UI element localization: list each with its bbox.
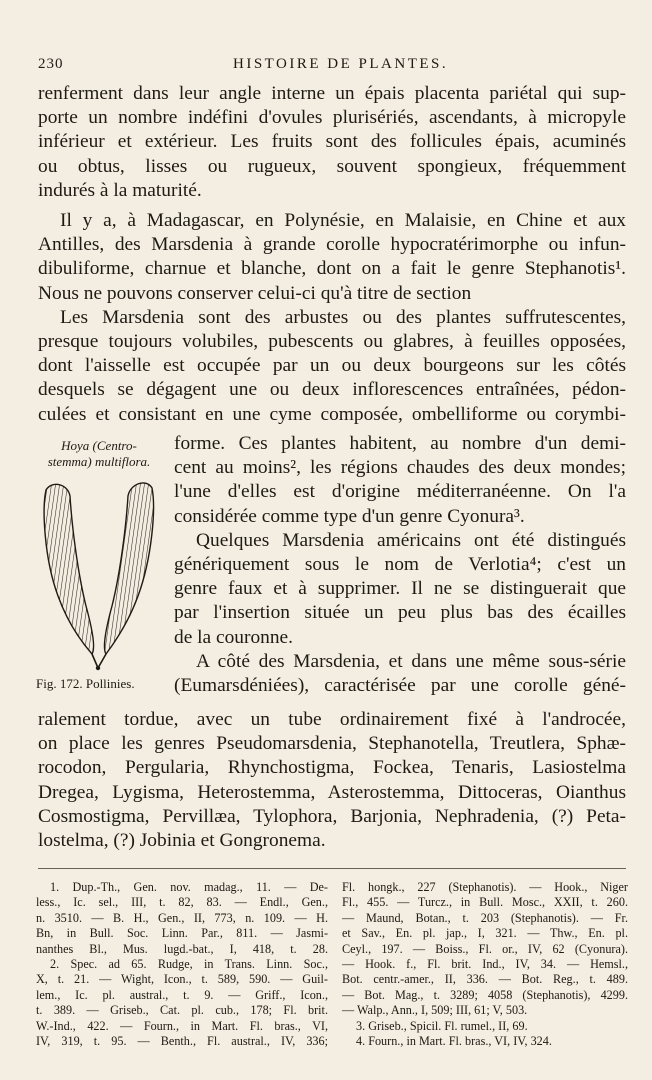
footnote-line: et Sav., En. pl. jap., I, 321. — Thw., En. pl. [342, 926, 628, 941]
text-line: ou obtus, lisses ou rugueux, souvent spongieux, fréquemment [38, 155, 626, 177]
retinaculum [92, 654, 106, 668]
text-line: desquels se dégagent une ou deux inflorescences entraînées, pédon- [38, 379, 626, 401]
running-title: HISTOIRE DE PLANTES. [233, 56, 449, 72]
paragraph-3 [38, 306, 626, 427]
footnote-line: 3. Griseb., Spicil. Fl. rumel., II, 69. [356, 1018, 528, 1033]
footnote-line: IV, 319, t. 95. — Benth., Fl. austral., IV, 336; [36, 1034, 328, 1049]
text-line: Quelques Marsdenia américains ont été distingués [196, 529, 626, 551]
page-number: 230 [38, 56, 64, 72]
footnote-line: Fl. hongk., 227 (Stephanotis). — Hook., Niger [342, 880, 628, 894]
figure-caption: Fig. 172. Pollinies. [36, 676, 135, 691]
footnote-line: X, t. 21. — Wight, Icon., t. 589, 590. — Guil- [36, 972, 328, 987]
footnote-line: less., Ic. sel., III, t. 82, 83. — Endl., Gen., [36, 895, 328, 910]
footnote-line: — Bot. Mag., t. 3289; 4058 (Stephanotis), 4299. [342, 987, 628, 1002]
text-line: de la couronne. [174, 626, 293, 648]
text-line: cent au moins², les régions chaudes des deux mondes; [174, 457, 626, 479]
text-line: Dregea, Lygisma, Heterostemma, Asterostemma, Dittoceras, Oianthus [38, 781, 626, 803]
footnotes-left-column [36, 880, 328, 1049]
text-line: Cosmostigma, Pervillæa, Tylophora, Barjonia, Nephradenia, (?) Peta- [38, 805, 626, 827]
text-line: porte un nombre indéfini d'ovules plurisériés, ascendants, à micropyle [38, 107, 626, 129]
right-pollinium [104, 483, 153, 654]
text-line: ralement tordue, avec un tube ordinairement fixé à l'androcée, [38, 709, 626, 730]
paragraph-5 [174, 650, 626, 698]
footnote-line: 2. Spec. ad 65. Rudge, in Trans. Linn. Soc., [50, 957, 328, 972]
text-line: culées et consistant en une cyme composée, ombelliforme ou corymbi- [38, 403, 626, 425]
text-line: l'une d'elles est d'origine méditerranéenne. On l'a [174, 481, 626, 503]
text-line: A côté des Marsdenia, et dans une même sous-série [196, 650, 626, 672]
pollinia-illustration [40, 478, 158, 673]
footnote-divider [38, 868, 626, 869]
main-text-bottom [38, 708, 626, 853]
text-line: considérée comme type d'un genre Cyonura³. [174, 505, 525, 527]
paragraph-4 [174, 529, 626, 650]
text-line: Les Marsdenia sont des arbustes ou des plantes suffrutescentes, [60, 306, 626, 328]
footnote-line: — Hook. f., Fl. brit. Ind., IV, 34. — Hemsl., [342, 957, 628, 972]
left-pollinium [44, 484, 93, 654]
footnote-line: t. 389. — Griseb., Cat. pl. cub., 178; Fl. brit. [36, 1003, 328, 1018]
footnote-line: — Maund, Botan., t. 203 (Stephanotis). — Fr. [342, 910, 628, 925]
text-line: Il y a, à Madagascar, en Polynésie, en Malaisie, en Chine et aux [60, 210, 626, 232]
paragraph-3-continued [174, 432, 626, 529]
text-line: rocodon, Pergularia, Rhynchostigma, Fockea, Tenaris, Lasiostelma [38, 757, 626, 779]
text-line: inférieur et extérieur. Les fruits sont des follicules épais, acuminés [38, 131, 626, 153]
caption-line: Hoya (Centro- [61, 438, 137, 453]
text-line: lostelma, (?) Jobinia et Gongronema. [38, 830, 326, 852]
footnote-line: nanthes Bl., Mus. lugd.-bat., I, 418, t. 28. [36, 941, 328, 956]
footnote-line: Bot. centr.-amer., II, 336. — Bot. Reg., t. 489. [342, 972, 628, 987]
text-line: indurés à la maturité. [38, 179, 202, 201]
footnote-line: Bn, in Bull. Soc. Linn. Par., 811. — Jasmi- [36, 926, 328, 941]
text-line: par l'insertion située un peu plus bas des écailles [174, 602, 626, 624]
text-line: forme. Ces plantes habitent, au nombre d'un demi- [174, 433, 626, 454]
pollinia-figure [40, 478, 158, 673]
footnote-line: Fl., 455. — Turcz., in Bull. Mosc., XXII, t. 260. [342, 895, 628, 910]
text-line: génériquement sous le nom de Verlotia⁴; c'est un [174, 554, 626, 576]
footnotes-right-column [342, 880, 628, 1049]
main-text-top [38, 82, 626, 427]
paragraph-1 [38, 82, 626, 203]
main-text-wrapped [174, 432, 626, 698]
footnote-line: lem., Ic. pl. austral., t. 9. — Griff., Icon., [36, 987, 328, 1002]
text-line: dont l'aisselle est occupée par un ou deux bourgeons sur les côtés [38, 355, 626, 377]
text-line: presque toujours volubiles, pubescents ou glabres, à feuilles opposées, [38, 331, 626, 353]
text-line: genre faux et à supprimer. Il ne se distinguerait que [174, 578, 626, 600]
footnote-line: Ceyl., 197. — Boiss., Fl. or., IV, 62 (Cyonura). [342, 941, 628, 956]
text-line: renferment dans leur angle interne un épais placenta pariétal qui sup- [38, 83, 626, 104]
text-line: Antilles, des Marsdenia à grande corolle hypocratérimorphe ou infun- [38, 234, 626, 256]
text-line: dibuliforme, charnue et blanche, dont on a fait le genre Stephanotis¹. [38, 258, 626, 280]
text-line: (Eumarsdéniées), caractérisée par une corolle géné- [174, 675, 626, 697]
footnote-line: 4. Fourn., in Mart. Fl. bras., VI, IV, 324. [356, 1034, 552, 1049]
footnote-line: W.-Ind., 422. — Fourn., in Mart. Fl. bras., VI, [36, 1018, 328, 1033]
footnote-line: n. 3510. — B. H., Gen., II, 773, n. 109. — H. [36, 910, 328, 925]
footnote-line: — Walp., Ann., I, 509; III, 61; V, 503. [342, 1003, 528, 1018]
footnote-line: 1. Dup.-Th., Gen. nov. madag., 11. — De- [50, 880, 328, 894]
figure-species-caption [36, 438, 162, 470]
text-line: Nous ne pouvons conserver celui-ci qu'à titre de section [38, 282, 472, 304]
running-header [38, 56, 618, 78]
text-line: on place les genres Pseudomarsdenia, Stephanotella, Treutlera, Sphæ- [38, 733, 626, 755]
paragraph-2 [38, 209, 626, 306]
caption-line: stemma) multiflora. [47, 454, 151, 469]
